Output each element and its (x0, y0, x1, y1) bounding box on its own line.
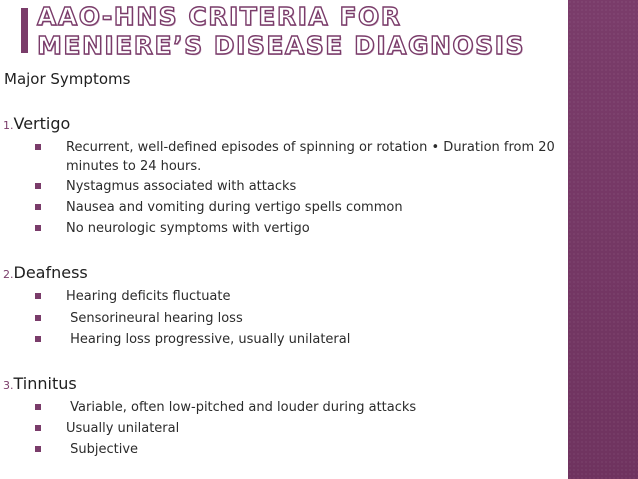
title-accent-bar (21, 8, 28, 53)
square-bullet-icon (35, 183, 41, 189)
square-bullet-icon (35, 293, 41, 299)
square-bullet-icon (35, 144, 41, 150)
list-item-text: Subjective (66, 442, 139, 457)
square-bullet-icon (35, 225, 41, 231)
slide-title: AAO-HNS CRITERIA FOR MENIERE’S DISEASE DIAGNOSIS (37, 2, 525, 60)
square-bullet-icon (35, 336, 41, 342)
list-item-text: Sensorineural hearing loss (66, 311, 243, 326)
list-item-text: Recurrent, well-defined episodes of spinning or rotation • Duration from 20 minutes to 24 hours. (66, 140, 555, 174)
major-symptoms-heading: Major Symptoms (4, 70, 131, 88)
list-item-text: Hearing loss progressive, usually unilateral (66, 332, 351, 347)
list-item-text: Hearing deficits fluctuate (66, 289, 231, 304)
category-name: Tinnitus (13, 374, 77, 393)
category-name: Deafness (13, 263, 88, 282)
list-item-text: Variable, often low-pitched and louder during attacks (66, 400, 417, 415)
list-item-text: Usually unilateral (66, 421, 180, 436)
category-name: Vertigo (13, 114, 71, 133)
decorative-sidebar (568, 0, 638, 479)
square-bullet-icon (35, 315, 41, 321)
category-number: 1. (3, 119, 14, 132)
list-item-text: No neurologic symptoms with vertigo (66, 221, 310, 236)
category-vertigo (3, 114, 70, 133)
category-deafness (3, 263, 88, 282)
category-tinnitus (3, 374, 77, 393)
list-item-text: Nystagmus associated with attacks (66, 179, 297, 194)
category-number: 3. (3, 379, 14, 392)
square-bullet-icon (35, 404, 41, 410)
square-bullet-icon (35, 425, 41, 431)
square-bullet-icon (35, 446, 41, 452)
square-bullet-icon (35, 204, 41, 210)
list-item-text: Nausea and vomiting during vertigo spells common (66, 200, 403, 215)
category-number: 2. (3, 268, 14, 281)
